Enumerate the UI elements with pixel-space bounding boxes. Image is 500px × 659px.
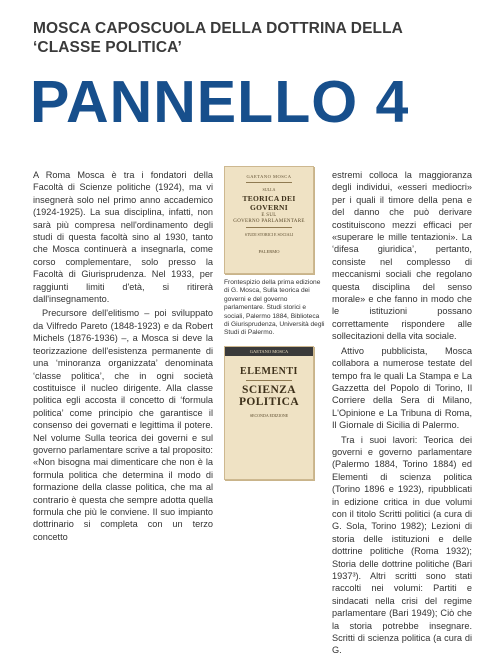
book-place: PALERMO <box>258 249 280 254</box>
header-line-2: ‘CLASSE POLITICA’ <box>33 39 182 56</box>
panel-title: PANNELLO 4 <box>30 69 410 135</box>
book-cover-image <box>224 346 314 480</box>
book-title-mid: E SUL <box>261 213 277 218</box>
paragraph: Precursore dell'elitismo – poi sviluppato da Vilfredo Pareto (1848-1923) e da Robert Michels (1876-1936) –, a Mosca si deve la teorizzazione dell'esistenza permanente di una ‘minoranza organizzata’ denominata ‘classe politica’, che in ogni società costituisce il nucleo dirigente. Alla classe politica egli accosta il concetto di ‘formula politica’ come principio che garantisce il consenso dei governati e legittima il potere. Nel volume Sulla teorica dei governi e sul governo parlamentare scrive a tal proposito: «Non bisogna mai dimenticare che non è la formula politica che determina il modo di formazione della classe politica, che ma al contrario è questa che sempre adotta quella formula che più le conviene. Il suo impianto dottrinario si completa con un terzo concetto <box>33 308 213 542</box>
book-cover-image <box>224 166 314 274</box>
book-edition: SECONDA EDIZIONE <box>249 412 289 418</box>
text-column-left <box>33 169 213 545</box>
text-column-right <box>332 169 472 659</box>
book-title-end: GOVERNO PARLAMENTARE <box>233 219 305 224</box>
paragraph: Tra i suoi lavori: Teorica dei governi e governo parlamentare (Palermo 1884, Torino 1884) ed Elementi di scienza politica (Torino 1896 e 1923), ripubblicati in edizione critica in due volumi con il titolo Scritti politici (a cura di G. Sola, Torino 1982); Lezioni di storia delle istituzioni e delle dottrine politiche (Roma 1932); Storia delle dottrine politiche (Bari 1937³). Altri scritti sono stati raccolti nei volumi: Partiti e sindacati nella crisi del regime parlamentare (Bari 1949); Ciò che la storia potrebbe insegnare. Scritti di scienza politica (a cura di G. <box>332 434 472 656</box>
book-title-small: SULLA <box>262 187 276 192</box>
book-title-large: TEORICA DEI GOVERNI <box>242 194 296 212</box>
divider <box>246 182 292 183</box>
divider <box>246 227 292 228</box>
paragraph: estremi colloca la maggioranza degli individui, «esseri mediocri» per i quali il timore della pena e del danno che può derivare costituiscono mezzi efficaci per «superare le mille tentazioni». La ‘difesa giuridica’, pertanto, consiste nel complesso di meccanismi sociali che regolano questa disciplina del senso morale» e che fanno in modo che le istituzioni possano correttamente rispondere alle sollecitazioni della vita sociale. <box>332 170 472 342</box>
paragraph: A Roma Mosca è tra i fondatori della Facoltà di Scienze politiche (1924), ma vi insegnerà solo nel primo anno accademico (1924-1925). La sua disciplina, infatti, non sarà più compresa nell'ordinamento degli studi di questa facoltà sino al 1930, tanto che Mosca continuerà a insegnarla, come corso complementare, solo presso la Facoltà di Giurisprudenza. Nel 1933, per raggiunti limiti d'età, si ritirerà dall'insegnamento. <box>33 170 213 305</box>
book-title: SCIENZA POLITICA <box>238 383 300 408</box>
header-line-1: MOSCA CAPOSCUOLA DELLA DOTTRINA DELLA <box>33 20 403 37</box>
paragraph: Attivo pubblicista, Mosca collabora a numerose testate del tempo fra le quali La Stampa e La Gazzetta del Popolo di Torino, Il Corriere della Sera di Milano, L'Opinione e La Tribuna di Roma, Il Giornale di Sicilia di Palermo. <box>332 345 472 431</box>
figures-column <box>224 166 326 480</box>
book-subtitle: STUDI STORICI E SOCIALI <box>244 232 294 237</box>
book-author: GAETANO MOSCA <box>225 347 313 356</box>
figure-caption: Frontespizio della prima edizione di G. Mosca, Sulla teorica dei governi e del governo parlamentare. Studi storici e sociali, Palermo 1884, Biblioteca di Giurisprudenza, Università degli Studi di Palermo. <box>224 279 325 337</box>
divider <box>246 380 292 381</box>
book-title: ELEMENTI <box>240 365 298 377</box>
book-author: GAETANO MOSCA <box>246 174 292 179</box>
section-header <box>33 19 473 57</box>
